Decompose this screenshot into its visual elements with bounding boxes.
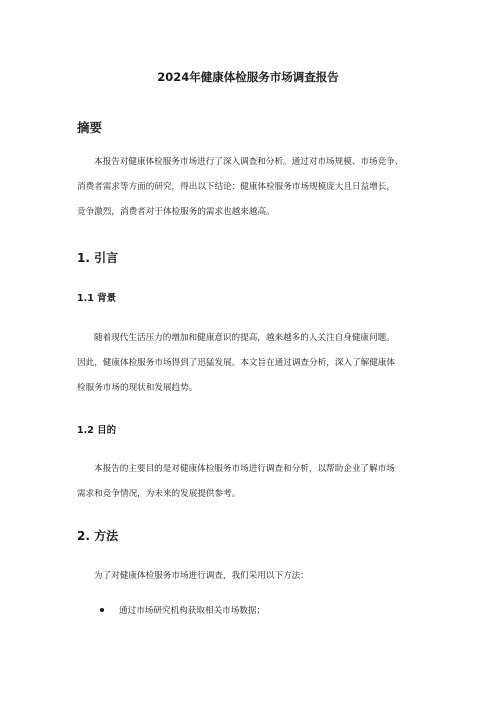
methods-line: 为了对健康体检服务市场进行调查，我们采用以下方法： xyxy=(94,571,309,581)
abstract-line: 竞争激烈，消费者对于体检服务的需求也越来越高。 xyxy=(77,207,275,217)
methods-paragraph xyxy=(77,564,437,589)
purpose-paragraph xyxy=(77,457,437,507)
abstract-paragraph xyxy=(77,150,437,225)
background-line: 随着现代生活压力的增加和健康意识的提高，越来越多的人关注自身健康问题。 xyxy=(94,333,395,343)
subsection-heading-purpose: 1.2 目的 xyxy=(77,425,117,436)
background-line: 检服务市场的现状和发展趋势。 xyxy=(77,383,198,393)
abstract-heading: 摘要 xyxy=(77,120,103,135)
document-title: 2024年健康体检服务市场调查报告 xyxy=(157,70,339,84)
subsection-heading-background: 1.1 背景 xyxy=(77,293,117,304)
background-paragraph xyxy=(77,326,437,401)
abstract-line: 本报告对健康体检服务市场进行了深入调查和分析。通过对市场规模、市场竞争、 xyxy=(94,157,404,167)
abstract-line: 消费者需求等方面的研究，得出以下结论：健康体检服务市场规模庞大且日益增长， xyxy=(77,182,395,192)
section-heading-methods: 2. 方法 xyxy=(77,529,119,543)
section-heading-introduction: 1. 引言 xyxy=(77,251,119,265)
background-line: 因此，健康体检服务市场得到了迅猛发展。本文旨在通过调查分析，深入了解健康体 xyxy=(77,358,395,368)
purpose-line: 需求和竞争情况，为未来的发展提供参考。 xyxy=(77,489,241,499)
bullet-icon xyxy=(100,608,104,612)
purpose-line: 本报告的主要目的是对健康体检服务市场进行调查和分析，以帮助企业了解市场 xyxy=(94,464,395,474)
list-item-text: 通过市场研究机构获取相关市场数据； xyxy=(119,606,266,616)
